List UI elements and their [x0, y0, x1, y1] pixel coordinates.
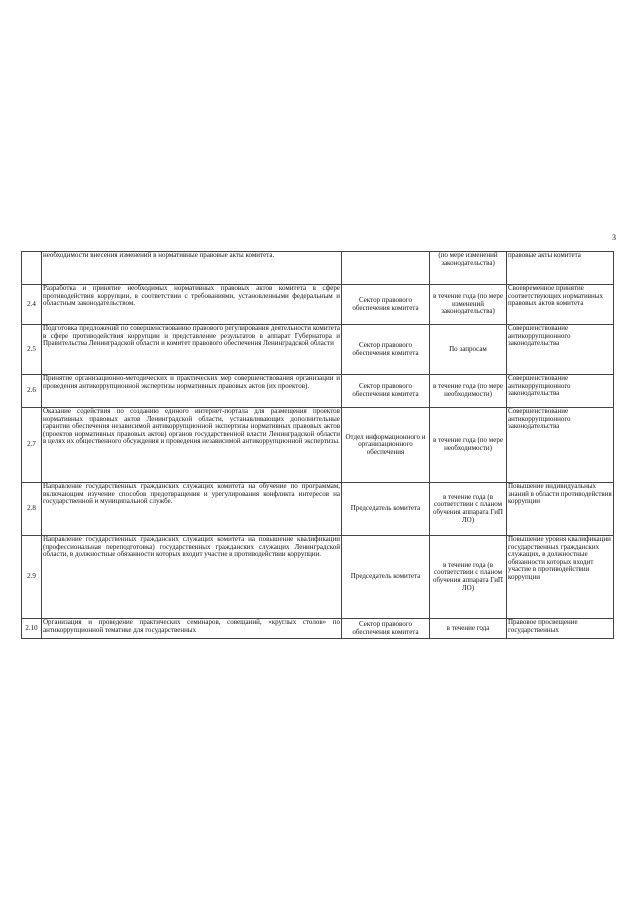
row-description: Направление государственных гражданских служащих комитета на повышение квалификации (профессиональная переподготовка) государственных гражданских служащих Ленинградской области, в должностные обязанности которых входит участие в противодействии коррупции. [42, 536, 342, 619]
row-responsible [342, 252, 430, 285]
table-row [22, 483, 614, 536]
row-term: (по мере изменений законодательства) [430, 252, 507, 285]
row-number: 2.5 [22, 325, 42, 375]
row-term: в течение года (по мере изменений законодательства) [430, 285, 507, 325]
row-responsible: Отдел информационного и организационного обеспечения [342, 408, 430, 483]
row-result: Повышение индивидуальных знаний в области противодействия коррупции [507, 483, 614, 536]
row-description: Разработка и принятие необходимых нормативных правовых актов комитета в сфере противодействия коррупции, в соответствии с требованиями, установленными федеральным и областным законодательством. [42, 285, 342, 325]
row-term: в течение года (по мере необходимости) [430, 408, 507, 483]
row-result: Совершенствование антикоррупционного законодательства [507, 408, 614, 483]
table-row [22, 325, 614, 375]
row-number: 2.7 [22, 408, 42, 483]
row-result: Совершенствование антикоррупционного законодательства [507, 325, 614, 375]
table-row [22, 375, 614, 408]
row-result: Повышение уровня квалификации государственных гражданских служащих, в должностные обязанности которых входит участие в противодействии коррупции [507, 536, 614, 619]
row-responsible: Сектор правового обеспечения комитета [342, 619, 430, 639]
row-result: Правовое просвещение государственных [507, 619, 614, 639]
row-number: 2.6 [22, 375, 42, 408]
row-description: Принятие организационно-методических и практических мер совершенствования организации и проведения антикоррупционной экспертизы нормативных правовых актов (их проектов). [42, 375, 342, 408]
row-description: необходимости внесения изменений в нормативные правовые акты комитета. [42, 252, 342, 285]
row-responsible: Сектор правового обеспечения комитета [342, 375, 430, 408]
row-term: в течение года [430, 619, 507, 639]
page-number: 3 [612, 233, 616, 242]
row-number: 2.9 [22, 536, 42, 619]
row-number: 2.8 [22, 483, 42, 536]
row-number: 2.10 [22, 619, 42, 639]
row-result: Совершенствование антикоррупционного законодательства [507, 375, 614, 408]
row-description: Направление государственных гражданских служащих комитета на обучение по программам, включающим изучение способов предотвращения и урегулирования конфликта интересов на государственной и муниципальной службе. [42, 483, 342, 536]
row-result: правовые акты комитета [507, 252, 614, 285]
row-term: По запросам [430, 325, 507, 375]
table-row [22, 252, 614, 285]
row-description: Организация и проведение практических семинаров, совещаний, «круглых столов» по антикоррупционной тематике для государственных [42, 619, 342, 639]
measures-table [21, 251, 614, 639]
row-result: Своевременное принятие соответствующих нормативных правовых актов комитета [507, 285, 614, 325]
row-description: Подготовка предложений по совершенствованию правового регулирования деятельности комитета в сфере противодействия коррупции и представление результатов в аппарат Губернатора и Правительства Ленинградской области и комитет правового обеспечения Ленинградской области [42, 325, 342, 375]
row-responsible: Председатель комитета [342, 483, 430, 536]
row-term: в течение года (по мере необходимости) [430, 375, 507, 408]
row-description: Оказание содействия по созданию единого интернет-портала для размещения проектов нормативных правовых актов Ленинградской области, устанавливающих дополнительные гарантии обеспечения независимой антикоррупционной экспертизы нормативных правовых актов (проектов нормативных правовых актов) органов государственной власти Ленинградской области в целях их общественного обсуждения и проведения независимой антикоррупционной экспертизы. [42, 408, 342, 483]
table-row [22, 285, 614, 325]
row-responsible: Председатель комитета [342, 536, 430, 619]
table-row [22, 619, 614, 639]
row-number: 2.4 [22, 285, 42, 325]
row-term: в течение года (в соответствии с планом обучения аппарата ГиП ЛО) [430, 536, 507, 619]
row-term: в течение года (в соответствии с планом обучения аппарата ГиП ЛО) [430, 483, 507, 536]
row-responsible: Сектор правового обеспечения комитета [342, 325, 430, 375]
table-row [22, 536, 614, 619]
row-number [22, 252, 42, 285]
row-responsible: Сектор правового обеспечения комитета [342, 285, 430, 325]
table-row [22, 408, 614, 483]
